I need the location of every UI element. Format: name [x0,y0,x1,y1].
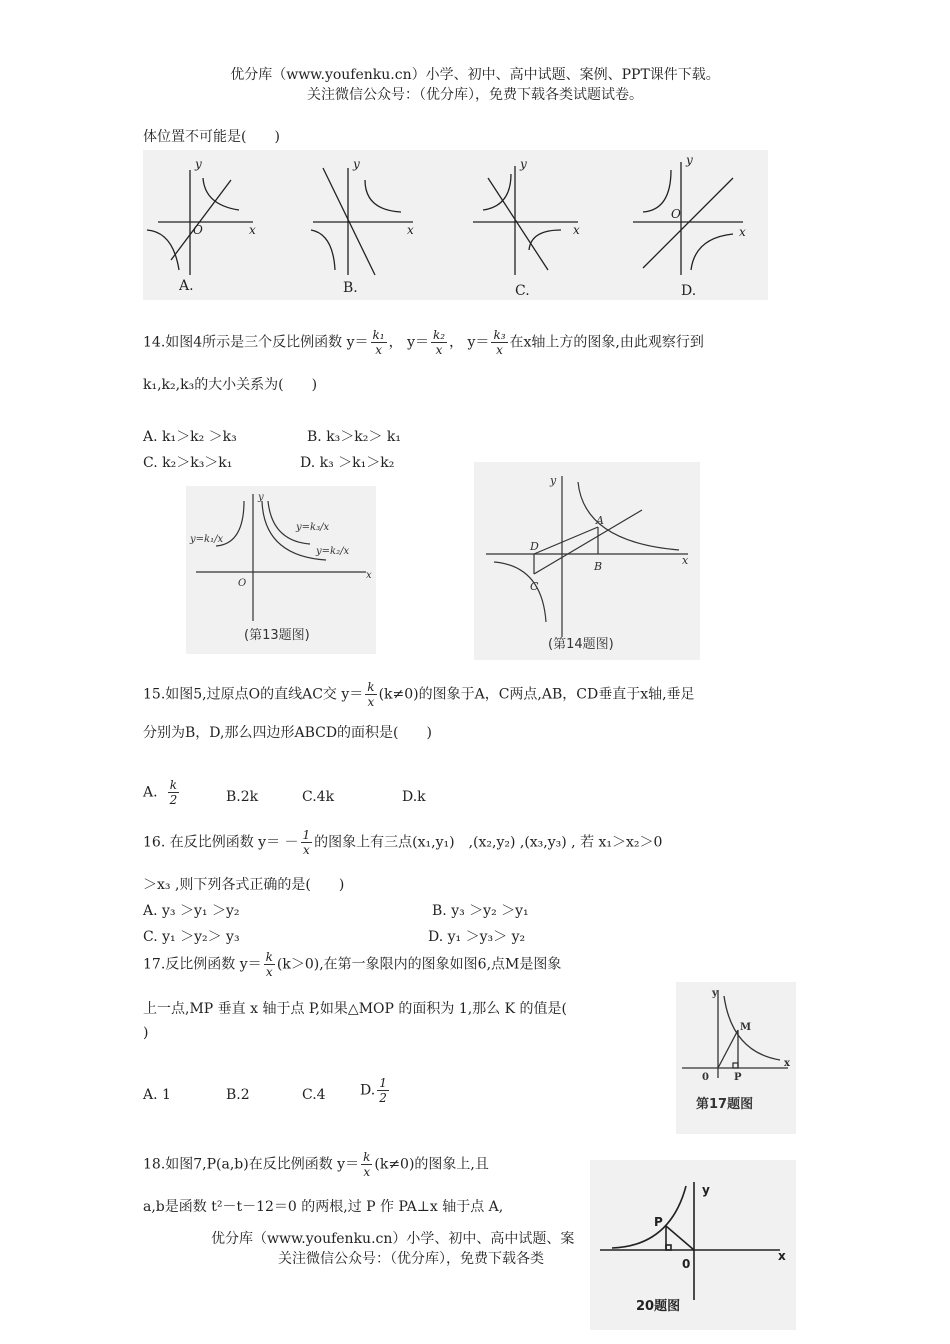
svg-text:O: O [193,223,203,237]
svg-text:y: y [686,153,693,167]
svg-text:y: y [712,988,718,999]
svg-text:A: A [596,514,604,527]
fig13-label-k3: y=k₃/x [296,522,330,533]
fig20-caption: 20题图 [636,1299,681,1314]
fig13-label-k1: y=k₁/x [190,534,224,545]
svg-text:M: M [740,1022,752,1033]
q15-option-c: C.4k [302,789,335,805]
svg-text:0: 0 [682,1257,691,1271]
svg-text:P: P [734,1072,742,1083]
svg-text:x: x [682,554,689,567]
q16-option-c: C. y₁ ＞y₂＞ y₃ [143,929,240,945]
q13-choice-c: C. [515,283,530,299]
fig14-graph [474,462,700,660]
q13-choice-d: D. [681,283,697,299]
q13-choice-b: B. [343,280,358,296]
q17-option-b: B.2 [226,1087,250,1103]
svg-text:O: O [671,207,681,221]
fig17 [676,982,796,1134]
q16-stem: 16. 在反比例函数 y＝ － $\frac{1}{x}$ 的图象上有三点(x₁,y₁) ,(x₂,y₂) ,(x₃,y₃) , 若 x₁＞x₂＞0 [143,828,663,857]
q17-line-3: ) [143,1025,149,1041]
svg-text:x: x [407,223,414,237]
q13-tail: 体位置不可能是( ) [143,129,280,145]
fig20-graph [590,1160,796,1330]
svg-text:D: D [530,540,539,553]
q14-option-a: A. k₁＞k₂ ＞k₃ [143,429,237,445]
header-line-2: 关注微信公众号：（优分库），免费下载各类试题试卷。 [307,87,643,103]
q15-line-2: 分别为B，D,那么四边形ABCD的面积是( ) [143,725,432,741]
q18-line-2: a,b是函数 t²－t－12＝0 的两根,过 P 作 PA⊥x 轴于点 A, [143,1199,504,1215]
q13-choice-a: A. [179,278,194,294]
footer-line-2: 关注微信公众号：（优分库），免费下载各类 [278,1251,544,1267]
q15-stem: 15.如图5,过原点O的直线AC交 y＝ $\frac{k}{x}$ (k≠0)的图象于A，C两点,AB，CD垂直于x轴,垂足 [143,680,695,709]
svg-text:y: y [702,1183,710,1197]
svg-text:B: B [594,560,603,573]
header-line-1: 优分库（www.youfenku.cn）小学、初中、高中试题、案例、PPT课件下载。 [230,67,720,83]
footer-line-1: 优分库（www.youfenku.cn）小学、初中、高中试题、案 [211,1231,575,1247]
svg-text:y: y [195,157,202,171]
fig13-graph [186,486,376,654]
q14-line-2: k₁,k₂,k₃的大小关系为( ) [143,377,318,393]
q15-option-a: A. $\frac{k}{2}$ [143,778,178,807]
q17-stem: 17.反比例函数 y＝ $\frac{k}{x}$ (k＞0),在第一象限内的图象如图6,点M是图象 [143,950,562,979]
q17-option-a: A. 1 [143,1087,171,1103]
q17-option-c: C.4 [302,1087,326,1103]
fig13 [186,486,376,654]
q17-option-d: D. $\frac{1}{2}$ [360,1076,387,1105]
q18-stem: 18.如图7,P(a,b)在反比例函数 y＝ $\frac{k}{x}$ (k≠0)的图象上,且 [143,1150,489,1179]
svg-text:0: 0 [702,1072,709,1083]
fig13-label-k2: y=k₂/x [316,546,350,557]
fig17-graph [676,982,796,1134]
svg-text:x: x [739,225,746,239]
svg-text:x: x [573,223,580,237]
svg-text:y: y [550,474,557,487]
fig14-caption: (第14题图) [548,637,614,652]
q14-option-c: C. k₂＞k₃＞k₁ [143,455,233,471]
q14-option-b: B. k₃＞k₂＞ k₁ [307,429,401,445]
svg-text:y: y [520,157,527,171]
svg-text:x: x [784,1058,790,1069]
svg-text:x: x [366,570,372,581]
fig17-caption: 第17题图 [696,1097,754,1112]
svg-text:x: x [778,1249,786,1263]
q13-graphs [143,150,768,300]
svg-text:x: x [249,223,256,237]
fig13-caption: (第13题图) [244,628,310,643]
q14-stem: 14.如图4所示是三个反比例函数 y＝ $\frac{\text{k₁}}{x}$ ， y＝ $\frac{\text{k₂}}{x}$ ， y＝ $\frac{\text{k₃}}{x}$ 在x轴上方的图象,由此观察行到 [143,328,704,357]
svg-text:O: O [238,578,247,589]
q15-option-d: D.k [402,789,426,805]
svg-text:y: y [353,157,360,171]
q13-options-figure [143,150,768,300]
fig14 [474,462,700,660]
fig20 [590,1160,796,1330]
q16-option-d: D. y₁ ＞y₃＞ y₂ [428,929,526,945]
svg-text:C: C [530,580,539,593]
q16-option-b: B. y₃ ＞y₂ ＞y₁ [432,903,529,919]
svg-text:y: y [258,492,264,503]
q17-line-2: 上一点,MP 垂直 x 轴于点 P,如果△MOP 的面积为 1,那么 K 的值是( [143,1001,568,1017]
q16-line-2: ＞x₃ ,则下列各式正确的是( ) [143,877,345,893]
q15-option-b: B.2k [226,789,259,805]
svg-text:P: P [654,1215,663,1229]
q16-option-a: A. y₃ ＞y₁ ＞y₂ [143,903,240,919]
q14-option-d: D. k₃ ＞k₁＞k₂ [300,455,395,471]
